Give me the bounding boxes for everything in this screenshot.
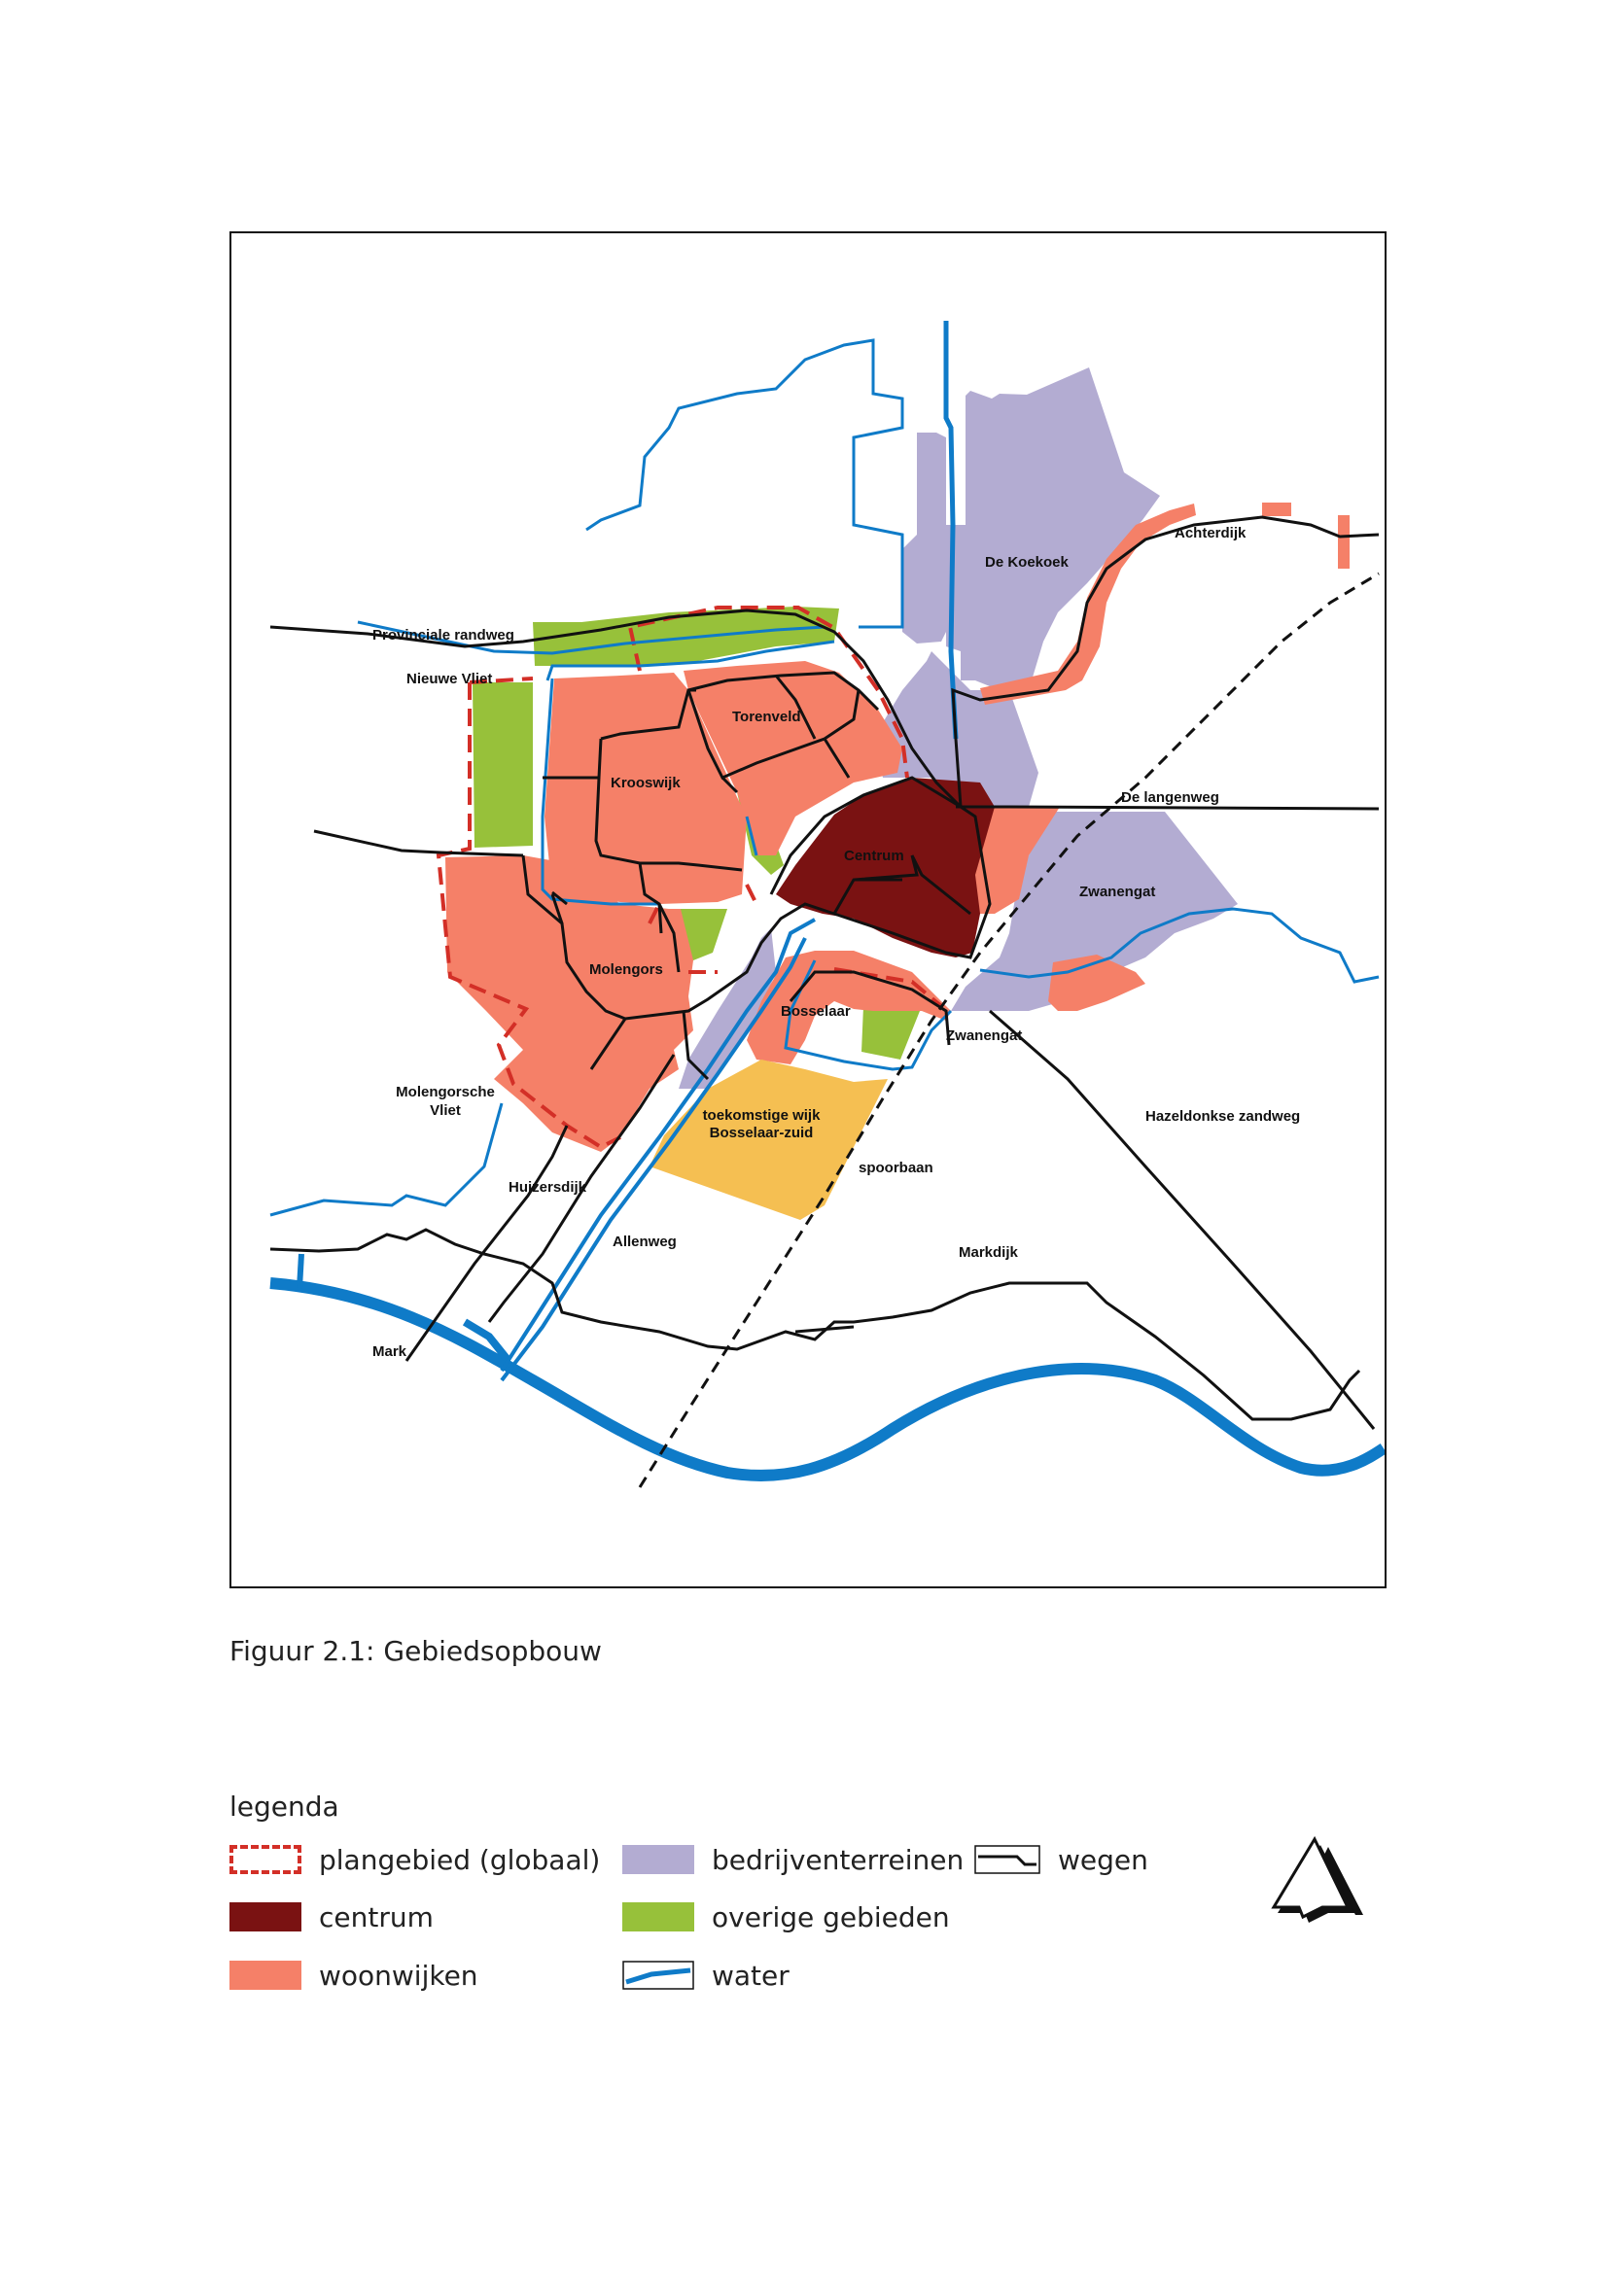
legend-item-wegen bbox=[974, 1843, 1148, 1876]
legend-item-centrum bbox=[229, 1900, 434, 1933]
label-allenweg: Allenweg bbox=[613, 1234, 677, 1250]
legend-item-plangebied bbox=[229, 1843, 600, 1876]
label-zwanengat-east: Zwanengat bbox=[1079, 884, 1156, 900]
label-de-koekoek: De Koekoek bbox=[985, 554, 1069, 571]
legend-item-overige-gebieden bbox=[622, 1900, 950, 1933]
label-de-langenweg: De langenweg bbox=[1121, 789, 1219, 806]
legend-label-water: water bbox=[712, 1959, 790, 1992]
legend-swatch-wegen bbox=[974, 1845, 1040, 1874]
area-bedrijven-west-strip bbox=[902, 433, 946, 644]
area-achterdijk-patch2 bbox=[1338, 515, 1350, 569]
legend-item-bedrijventerreinen bbox=[622, 1843, 964, 1876]
legend-swatch-plangebied bbox=[229, 1845, 301, 1874]
label-spoorbaan: spoorbaan bbox=[859, 1160, 933, 1176]
north-arrow-icon bbox=[1270, 1835, 1377, 1932]
legend-swatch-bedrijventerreinen bbox=[622, 1845, 694, 1874]
legend-title: legenda bbox=[229, 1791, 339, 1823]
label-krooswijk: Krooswijk bbox=[611, 775, 681, 791]
legend-item-water bbox=[622, 1959, 790, 1992]
label-toekomstige-wijk-1: toekomstige wijk bbox=[702, 1107, 821, 1124]
label-nieuwe-vliet: Nieuwe Vliet bbox=[406, 671, 493, 687]
map-frame bbox=[229, 231, 1387, 1588]
legend-swatch-water bbox=[622, 1961, 694, 1990]
label-molengorsche-vliet-1: Molengorsche bbox=[396, 1084, 495, 1100]
label-bosselaar: Bosselaar bbox=[781, 1003, 851, 1020]
legend-label-plangebied: plangebied (globaal) bbox=[319, 1843, 601, 1876]
legend-swatch-centrum bbox=[229, 1902, 301, 1931]
label-mark: Mark bbox=[372, 1343, 407, 1360]
label-huizersdijk: Huizersdijk bbox=[509, 1179, 587, 1196]
label-provinciale-randweg: Provinciale randweg bbox=[372, 627, 514, 644]
figure-caption: Figuur 2.1: Gebiedsopbouw bbox=[229, 1635, 602, 1667]
water-molengors bbox=[270, 1103, 502, 1215]
area-achterdijk-patch1 bbox=[1262, 503, 1291, 516]
road-network bbox=[270, 517, 1379, 1429]
label-hazeldonkse-zandweg: Hazeldonkse zandweg bbox=[1145, 1108, 1301, 1125]
label-toekomstige-wijk-2: Bosselaar-zuid bbox=[709, 1125, 814, 1141]
area-de-koekoek bbox=[946, 367, 1160, 690]
water-mark-inlet bbox=[299, 1254, 301, 1288]
area-groen-west bbox=[473, 682, 533, 848]
legend-label-bedrijventerreinen: bedrijventerreinen bbox=[712, 1843, 965, 1876]
label-markdijk: Markdijk bbox=[959, 1244, 1018, 1261]
water-mark-river bbox=[270, 1283, 1384, 1476]
legend-swatch-woonwijken bbox=[229, 1961, 301, 1990]
legend-label-centrum: centrum bbox=[319, 1900, 434, 1933]
label-molengorsche-vliet-2: Vliet bbox=[430, 1102, 461, 1119]
label-zwanengat-south: Zwanengat bbox=[946, 1027, 1023, 1044]
legend-label-woonwijken: woonwijken bbox=[319, 1959, 478, 1992]
label-torenveld: Torenveld bbox=[732, 709, 801, 725]
legend-label-wegen: wegen bbox=[1058, 1843, 1148, 1876]
label-centrum: Centrum bbox=[844, 848, 904, 864]
water-north-stream bbox=[586, 340, 902, 627]
legend-swatch-overige-gebieden bbox=[622, 1902, 694, 1931]
area-map bbox=[231, 233, 1387, 1588]
legend-label-overige-gebieden: overige gebieden bbox=[712, 1900, 950, 1933]
label-molengors: Molengors bbox=[589, 961, 663, 978]
legend-item-woonwijken bbox=[229, 1959, 478, 1992]
label-achterdijk: Achterdijk bbox=[1175, 525, 1247, 541]
